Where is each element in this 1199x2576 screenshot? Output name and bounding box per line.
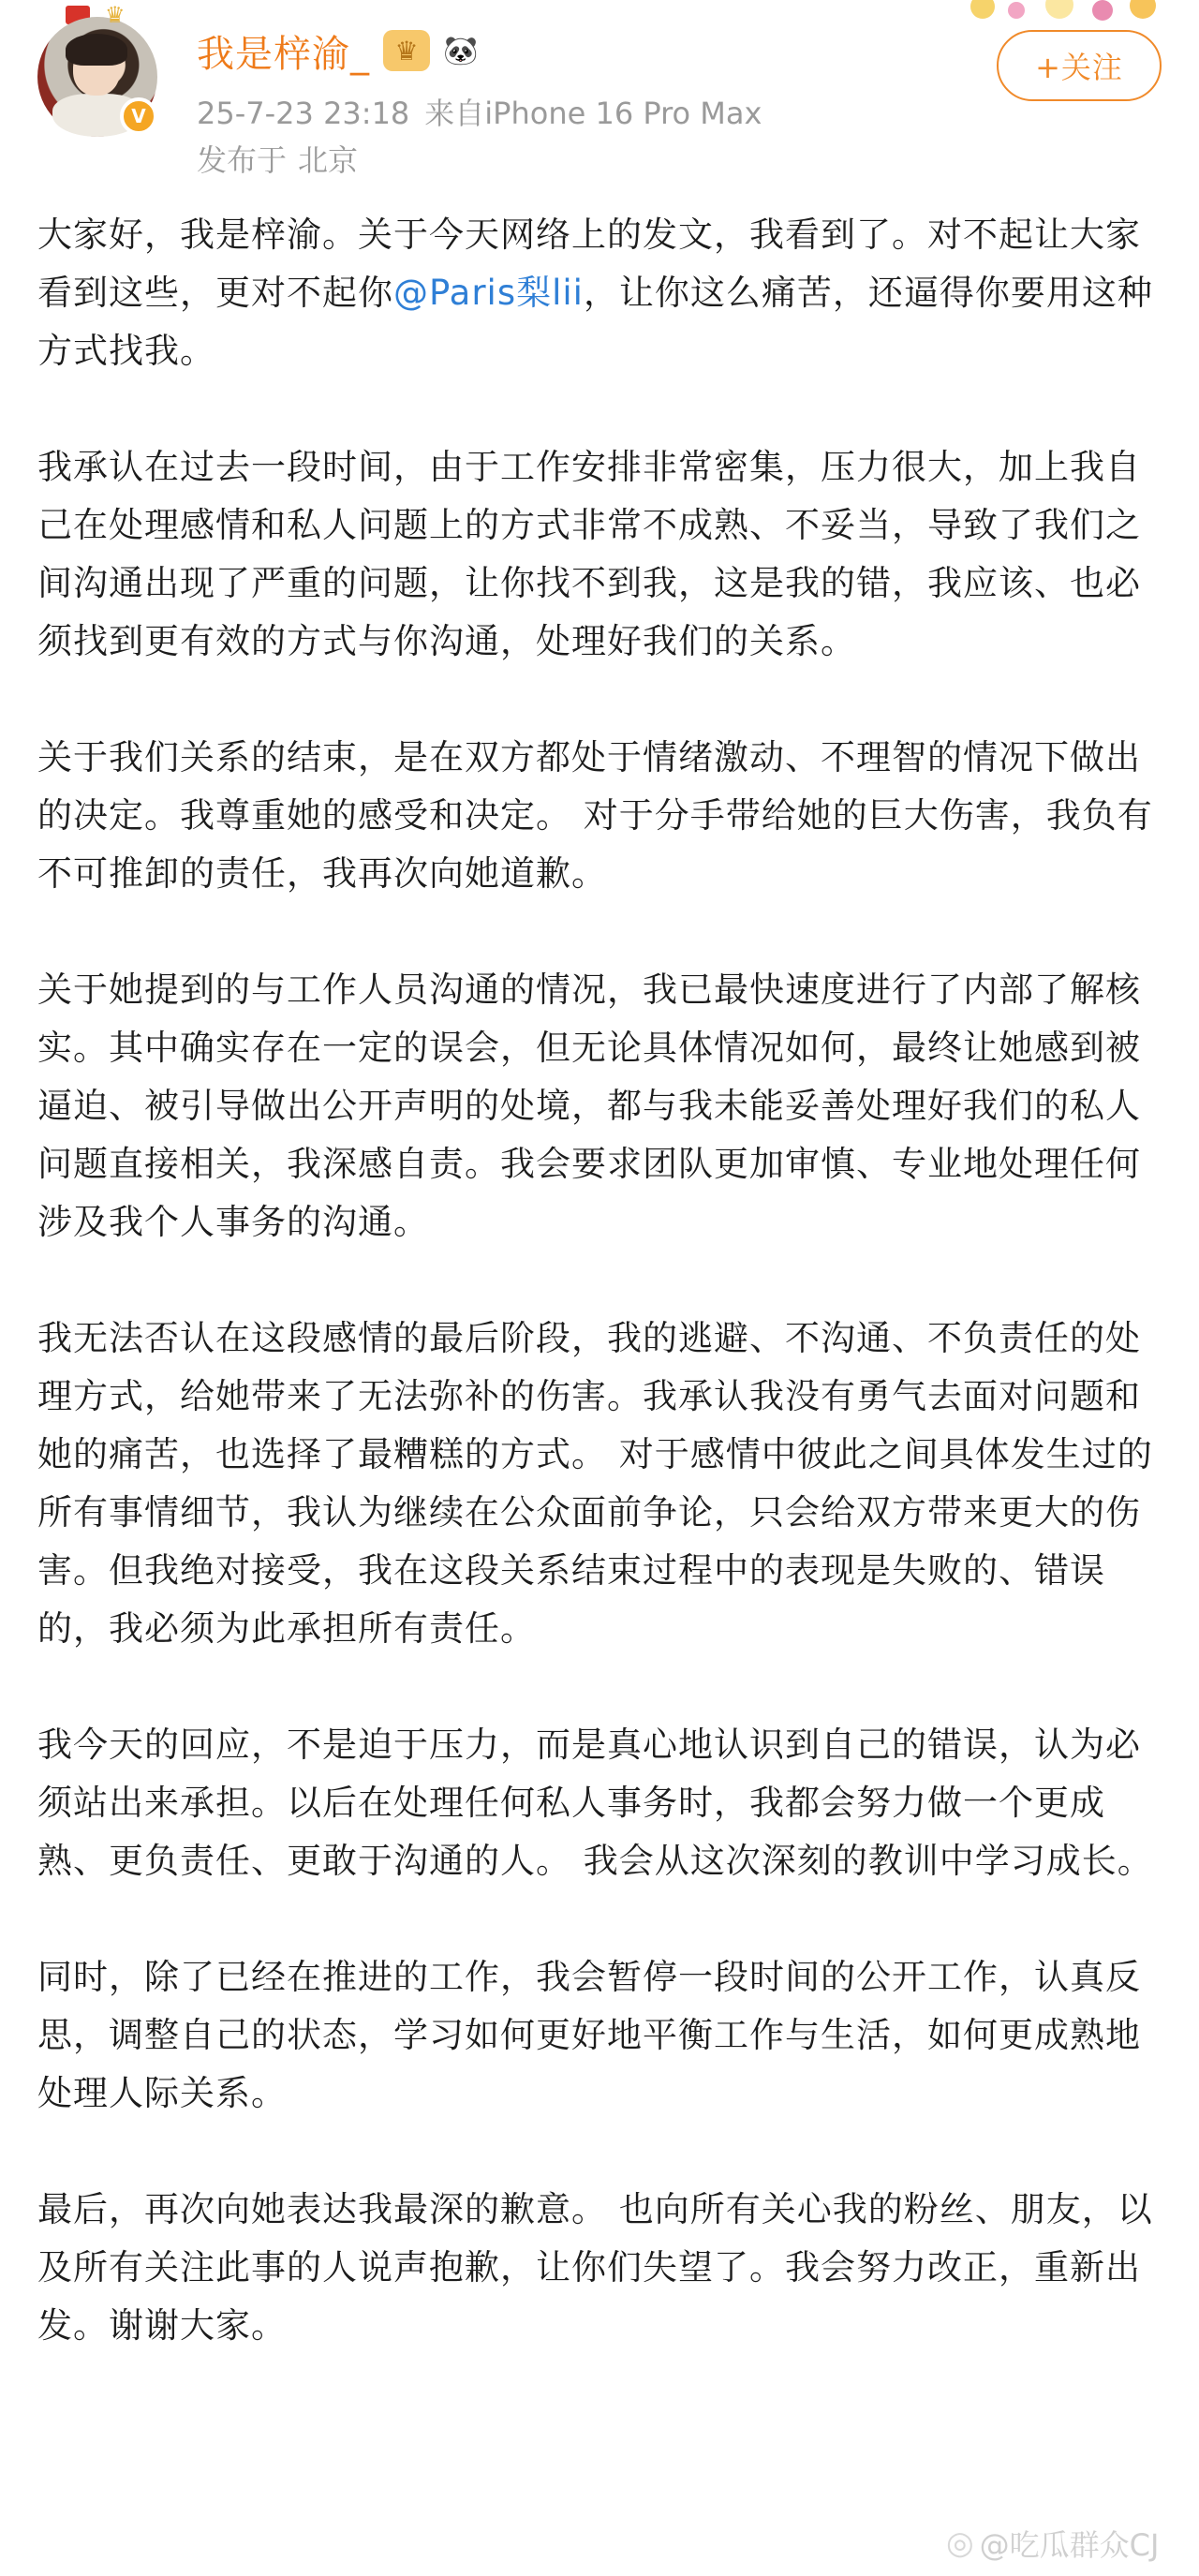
watermark-text: @吃瓜群众CJ (979, 2527, 1160, 2563)
avatar-hair-shape (66, 34, 127, 66)
crown-badge-icon[interactable]: ♛ (383, 30, 430, 71)
paragraph-1-text-a: 大家好，我是梓渝。关于今天网络上的发文，我看到了。对不起让大家看到这些，更对不起你 (37, 215, 1141, 313)
timestamp: 25-7-23 23:18 (197, 96, 410, 131)
post-content (37, 206, 1162, 2413)
verified-badge-icon: V (120, 97, 157, 135)
device-source: 来自iPhone 16 Pro Max (424, 96, 762, 131)
post-paragraph-3: 关于我们关系的结束，是在双方都处于情绪激动、不理智的情况下做出的决定。我尊重她的感受和决定。 对于分手带给她的巨大伤害，我负有不可推卸的责任，我再次向她道歉。 (37, 737, 1153, 894)
username[interactable]: 我是梓渝_ (197, 32, 370, 76)
follow-button[interactable]: +关注 (997, 30, 1162, 101)
post-paragraph-4: 关于她提到的与工作人员沟通的情况，我已最快速度进行了内部了解核实。其中确实存在一定的误会，但无论具体情况如何，最终让她感到被逼迫、被引导做出公开声明的处境，都与我未能妥善处理好我们的私人问题直接相关，我深感自责。我会要求团队更加审慎、专业地处理任何涉及我个人事务的沟通。 (37, 970, 1141, 1242)
weibo-icon: ◎ (946, 2524, 974, 2562)
location-prefix: 发布于 (197, 142, 288, 178)
watermark (946, 2522, 1159, 2565)
user-mention-link[interactable]: @Paris梨lii (393, 273, 584, 313)
post-paragraph-7: 同时，除了已经在推进的工作，我会暂停一段时间的公开工作，认真反思，调整自己的状态，学习如何更好地平衡工作与生活，如何更成熟地处理人际关系。 (37, 1957, 1141, 2113)
post-header (0, 0, 1199, 187)
post-location (197, 137, 358, 180)
post-paragraph-6: 我今天的回应，不是迫于压力，而是真心地认识到自己的错误，认为必须站出来承担。以后在处理任何私人事务时，我都会努力做一个更成熟、更负责任、更敢于沟通的人。 我会从这次深刻的教训中学习成长。 (37, 1725, 1153, 1881)
location-name: 北京 (298, 142, 359, 178)
post-paragraph-2: 我承认在过去一段时间，由于工作安排非常密集，压力很大，加上我自己在处理感情和私人问题上的方式非常不成熟、不妥当，导致了我们之间沟通出现了严重的问题，让你找不到我，这是我的错，我应该、也必须找到更有效的方式与你沟通，处理好我们的关系。 (37, 447, 1141, 661)
crown-icon: ♛ (105, 2, 126, 28)
paragraph-1-text-b: ，让你这么痛苦，还逼得你要用这种方式找我。 (37, 273, 1153, 371)
username-row (197, 24, 482, 77)
post-paragraph-8: 最后，再次向她表达我最深的歉意。 也向所有关心我的粉丝、朋友，以及所有关注此事的人说声抱歉，让你们失望了。我会努力改正，重新出发。谢谢大家。 (37, 2189, 1153, 2346)
post-meta (197, 90, 762, 133)
post-paragraph-5: 我无法否认在这段感情的最后阶段，我的逃避、不沟通、不负责任的处理方式，给她带来了无法弥补的伤害。我承认我没有勇气去面对问题和她的痛苦，也选择了最糟糕的方式。 对于感情中彼此之间具体发生过的所有事情细节，我认为继续在公众面前争论，只会给双方带来更大的伤害。但我绝对接受，我在这段关系结束过程中的表现是失败的、错误的，我必须为此承担所有责任。 (37, 1318, 1153, 1649)
panda-icon: 🐼 (443, 34, 479, 67)
post-paragraph-1 (37, 206, 1162, 380)
